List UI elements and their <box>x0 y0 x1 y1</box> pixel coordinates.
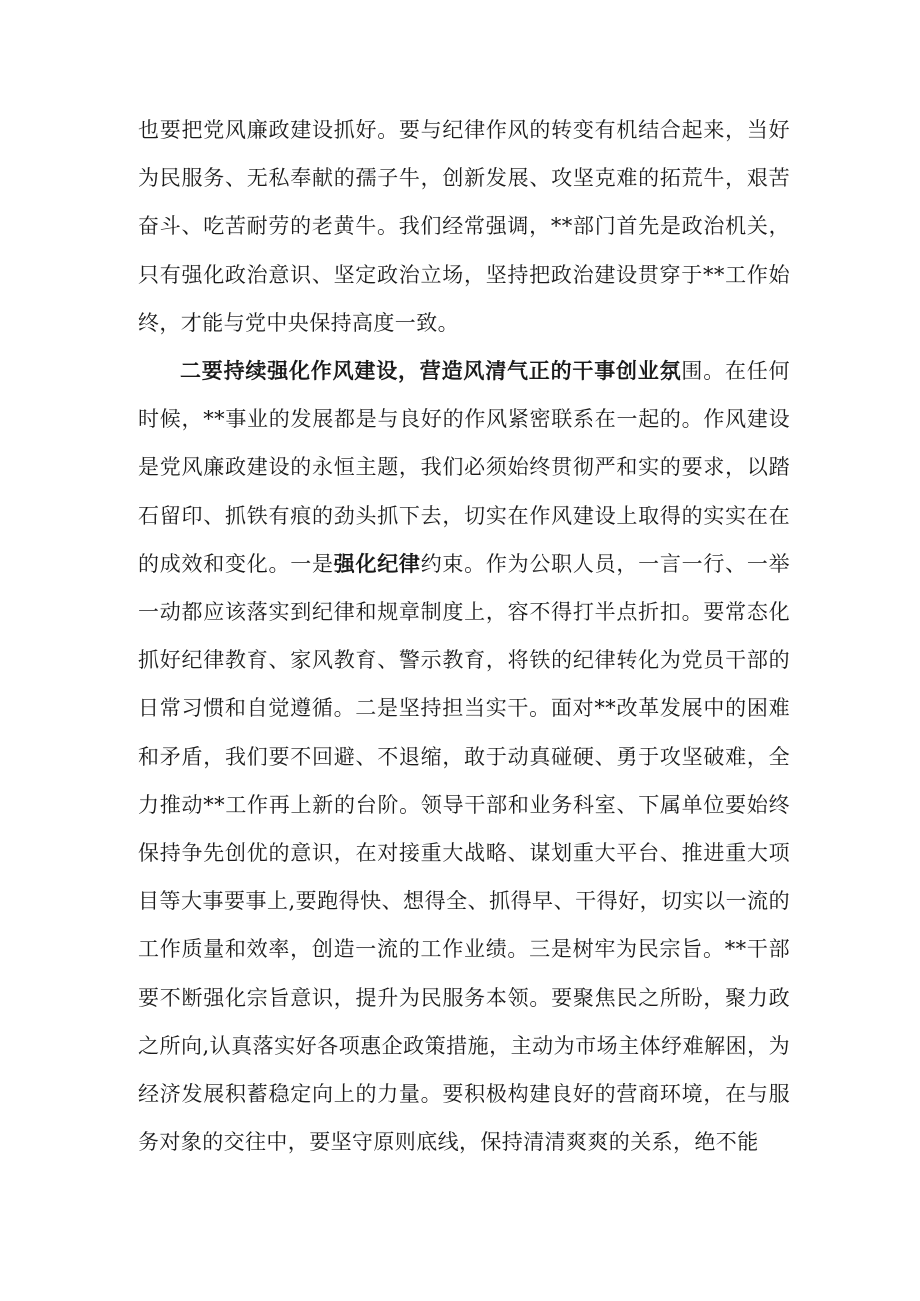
paragraph-2-text-a: 围。在任何时候，**事业的发展都是与良好的作风紧密联系在一起的。作风建设是党风廉政建设的永恒主题，我们必须始终贯彻严和实的要求，以踏石留印、抓铁有痕的劲头抓下去，切实在作风建设上取得的实实在在的成效和变化。一是 <box>138 359 791 576</box>
paragraph-1-text: 也要把党风廉政建设抓好。要与纪律作风的转变有机结合起来，当好为民服务、无私奉献的孺子牛，创新发展、攻坚克难的拓荒牛，艰苦奋斗、吃苦耐劳的老黄牛。我们经常强调，**部门首先是政治机关，只有强化政治意识、坚定政治立场，坚持把政治建设贯穿于**工作始终，才能与党中央保持高度一致。 <box>138 118 790 335</box>
paragraph-2-text-b: 约束。作为公职人员，一言一行、一举一动都应该落实到纪律和规章制度上，容不得打半点折扣。要常态化抓好纪律教育、家风教育、警示教育，将铁的纪律转化为党员干部的日常习惯和自觉遵循。二是坚持担当实干。面对**改革发展中的困难和矛盾，我们要不回避、不退缩，敢于动真碰硬、勇于攻坚破难，全力推动**工作再上新的台阶。领导干部和业务科室、下属单位要始终保持争先创优的意识，在对接重大战略、谋划重大平台、推进重大项目等大事要事上,要跑得快、想得全、抓得早、干得好，切实以一流的工作质量和效率，创造一流的工作业绩。三是树牢为民宗旨。**干部要不断强化宗旨意识，提升为民服务本领。要聚焦民之所盼，聚力政之所向,认真落实好各项惠企政策措施，主动为市场主体纾难解困，为经济发展积蓄稳定向上的力量。要积极构建良好的营商环境，在与服务对象的交往中，要坚守原则底线，保持清清爽爽的关系，绝不能 <box>138 551 790 1155</box>
paragraph-2 <box>138 347 790 1166</box>
paragraph-2-emphasis: 强化纪律 <box>333 550 421 576</box>
paragraph-2-heading: 二要持续强化作风建设，营造风清气正的干事创业氛 <box>180 358 682 384</box>
paragraph-1 <box>138 106 790 347</box>
document-body <box>138 106 790 1166</box>
